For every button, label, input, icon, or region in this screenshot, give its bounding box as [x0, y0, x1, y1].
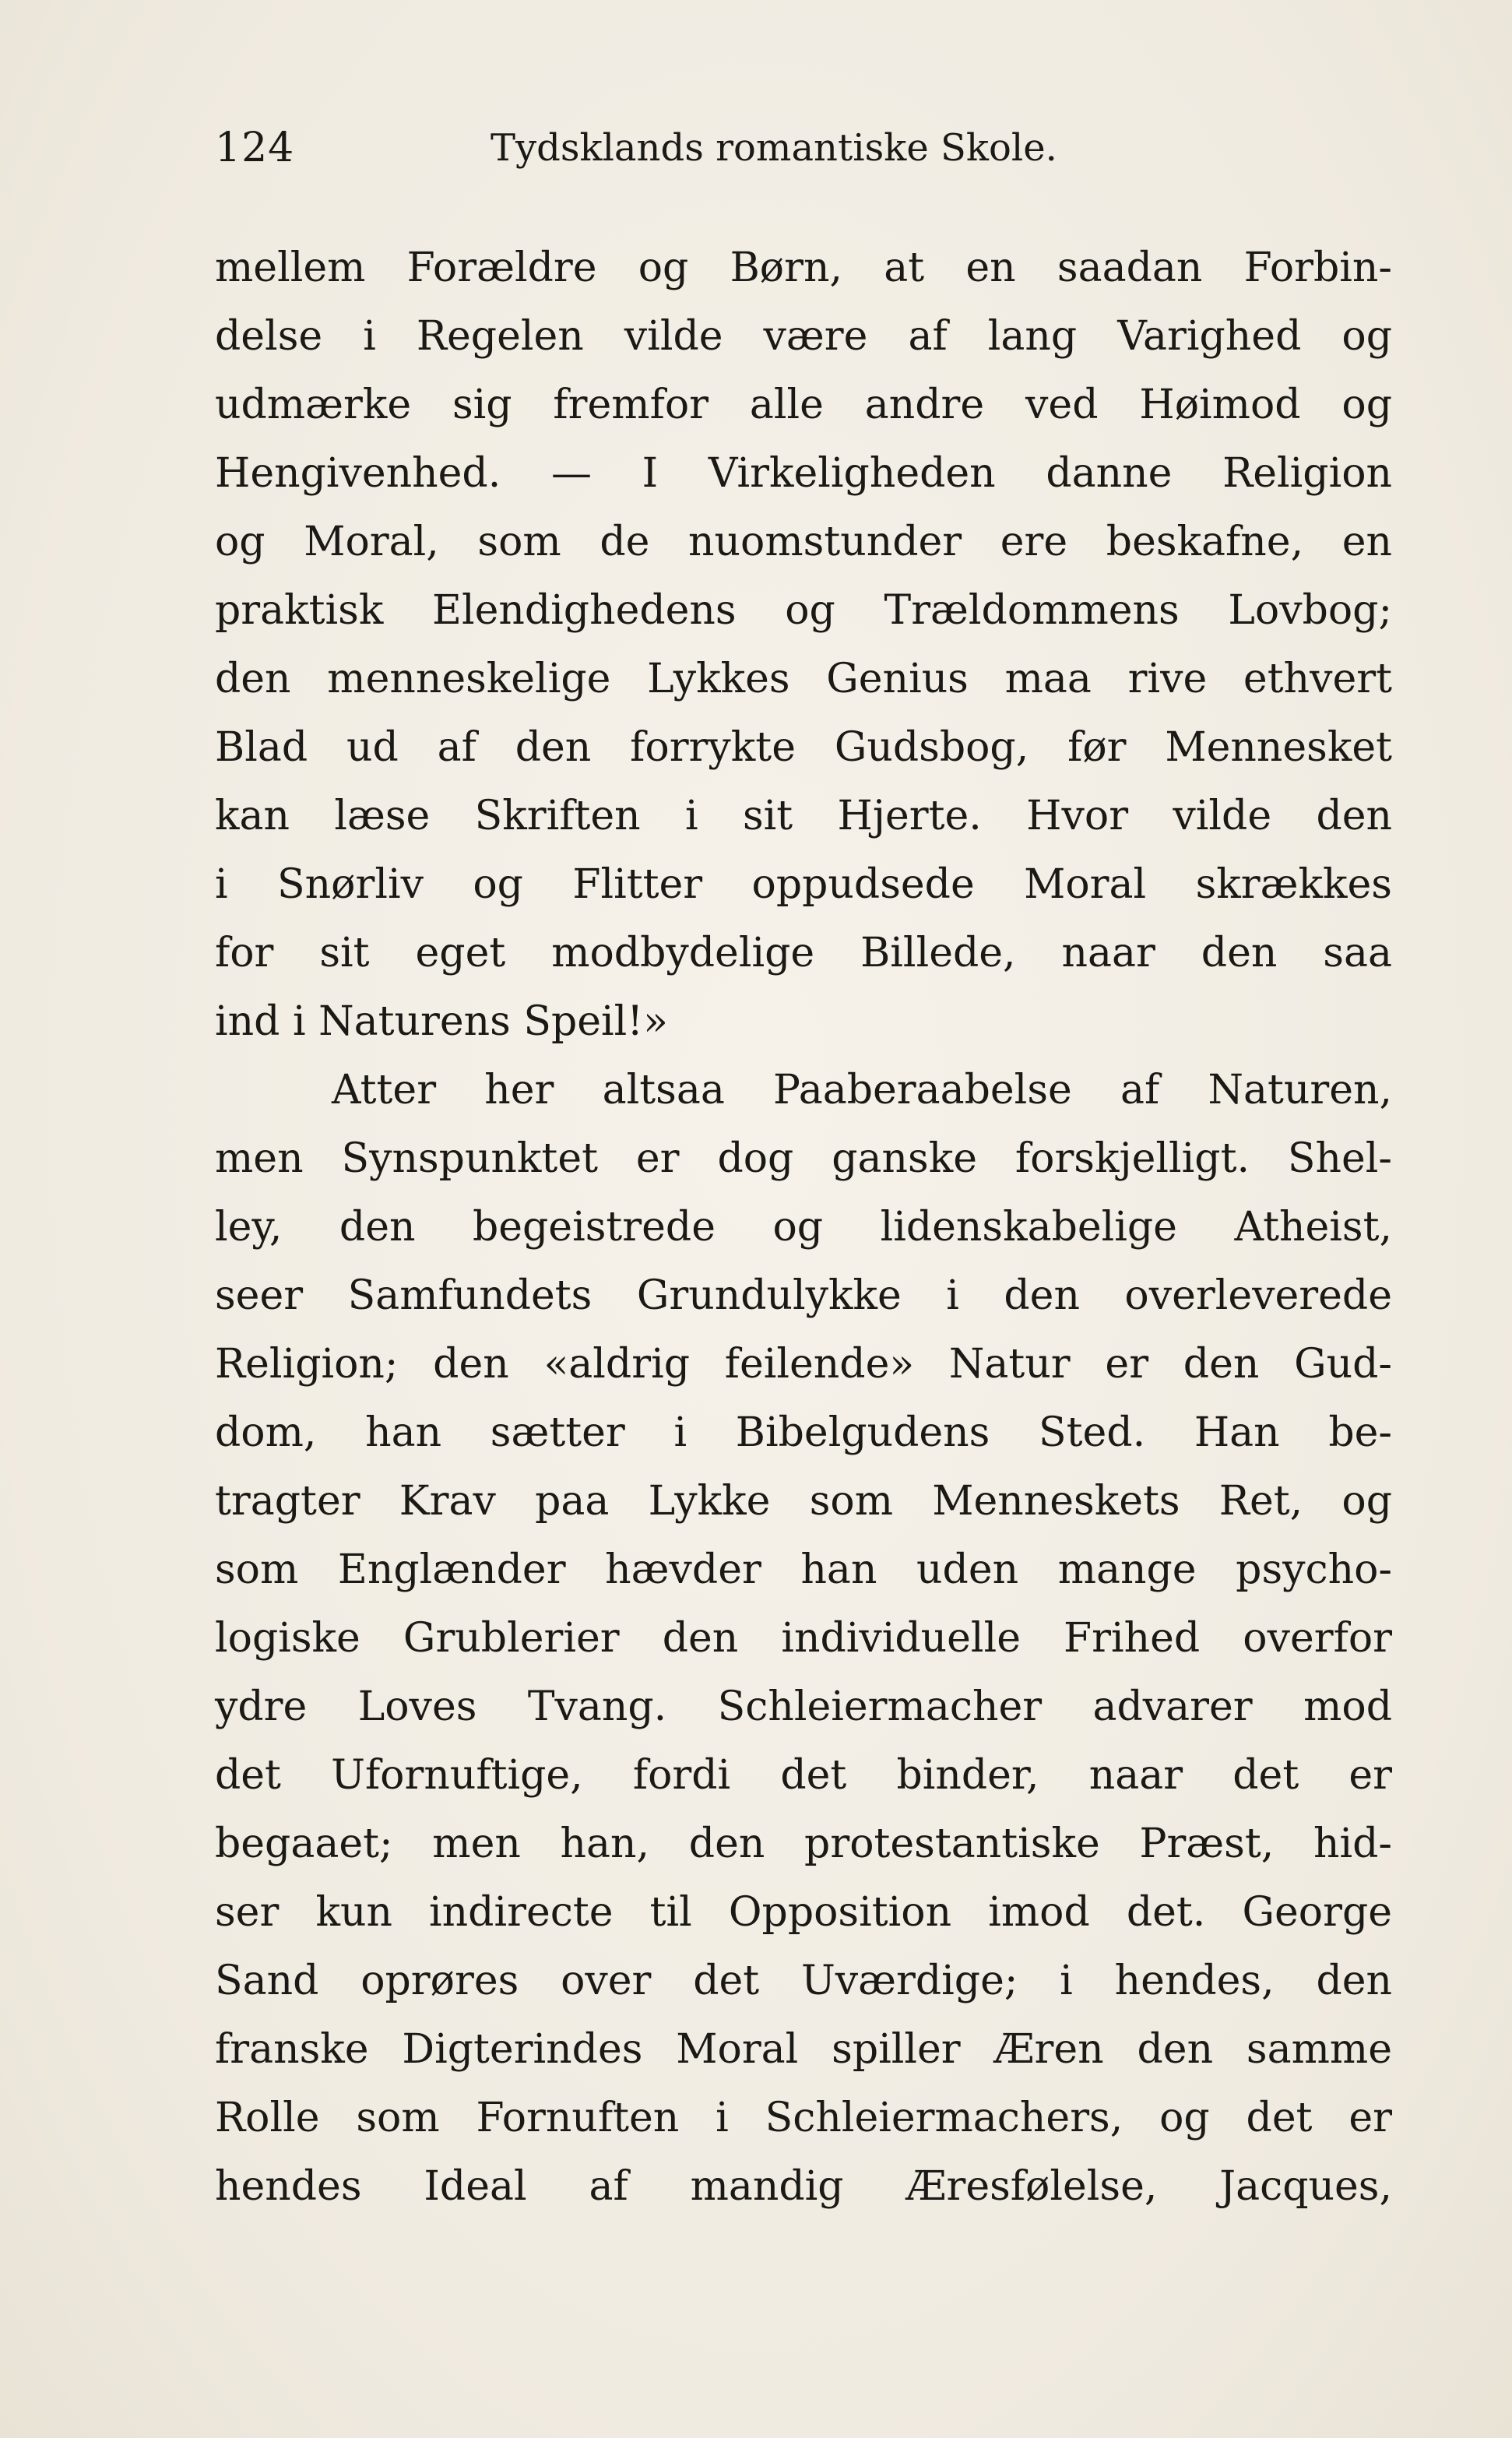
text-line: logiske Grublerier den individuelle Frihed overfor — [215, 1615, 1392, 1662]
text-line: delse i Regelen vilde være af lang Varighed og — [215, 313, 1392, 360]
text-line: men Synspunktet er dog ganske forskjelligt. Shel- — [215, 1135, 1392, 1182]
text-line: ley, den begeistrede og lidenskabelige Atheist, — [215, 1204, 1392, 1251]
text-line: hendes Ideal af mandig Æresfølelse, Jacques, — [215, 2163, 1392, 2210]
text-line: den menneskelige Lykkes Genius maa rive ethvert — [215, 656, 1392, 702]
text-line: det Ufornuftige, fordi det binder, naar det er — [215, 1752, 1392, 1799]
text-line: mellem Forældre og Børn, at en saadan Forbin- — [215, 245, 1392, 291]
running-head: Tydsklands romantiske Skole. — [491, 126, 1057, 170]
text-line: Rolle som Fornuften i Schleiermachers, og det er — [215, 2095, 1392, 2141]
text-line: Religion; den «aldrig feilende» Natur er den Gud- — [215, 1341, 1392, 1388]
text-line: begaaet; men han, den protestantiske Præst, hid- — [215, 1821, 1392, 1867]
text-line: som Englænder hævder han uden mange psycho- — [215, 1546, 1392, 1593]
text-line: praktisk Elendighedens og Trældommens Lovbog; — [215, 587, 1392, 634]
text-line: dom, han sætter i Bibelgudens Sted. Han be- — [215, 1409, 1392, 1456]
text-line: Blad ud af den forrykte Gudsbog, før Mennesket — [215, 724, 1392, 771]
text-line: i Snørliv og Flitter oppudsede Moral skrækkes — [215, 861, 1392, 908]
text-line: kan læse Skriften i sit Hjerte. Hvor vilde den — [215, 793, 1392, 839]
text-line: tragter Krav paa Lykke som Menneskets Ret, og — [215, 1478, 1392, 1525]
text-line: Hengivenhed. — I Virkeligheden danne Religion — [215, 450, 1392, 497]
text-line: ydre Loves Tvang. Schleiermacher advarer mod — [215, 1683, 1392, 1730]
paragraph-start-line: Atter her altsaa Paaberaabelse af Naturen, — [332, 1067, 1392, 1113]
text-line: udmærke sig fremfor alle andre ved Høimod og — [215, 382, 1392, 428]
text-line: ser kun indirecte til Opposition imod det. George — [215, 1889, 1392, 1936]
body-text — [215, 234, 1392, 2221]
text-line: franske Digterindes Moral spiller Æren den samme — [215, 2026, 1392, 2073]
text-line: Sand oprøres over det Uværdige; i hendes, den — [215, 1958, 1392, 2004]
text-line: seer Samfundets Grundulykke i den overleverede — [215, 1272, 1392, 1319]
text-line: og Moral, som de nuomstunder ere beskafne, en — [215, 519, 1392, 565]
page-number: 124 — [215, 125, 295, 171]
paragraph-end-line: ind i Naturens Speil!» — [215, 998, 668, 1045]
text-line: for sit eget modbydelige Billede, naar den saa — [215, 930, 1392, 976]
page-header — [215, 121, 1392, 175]
